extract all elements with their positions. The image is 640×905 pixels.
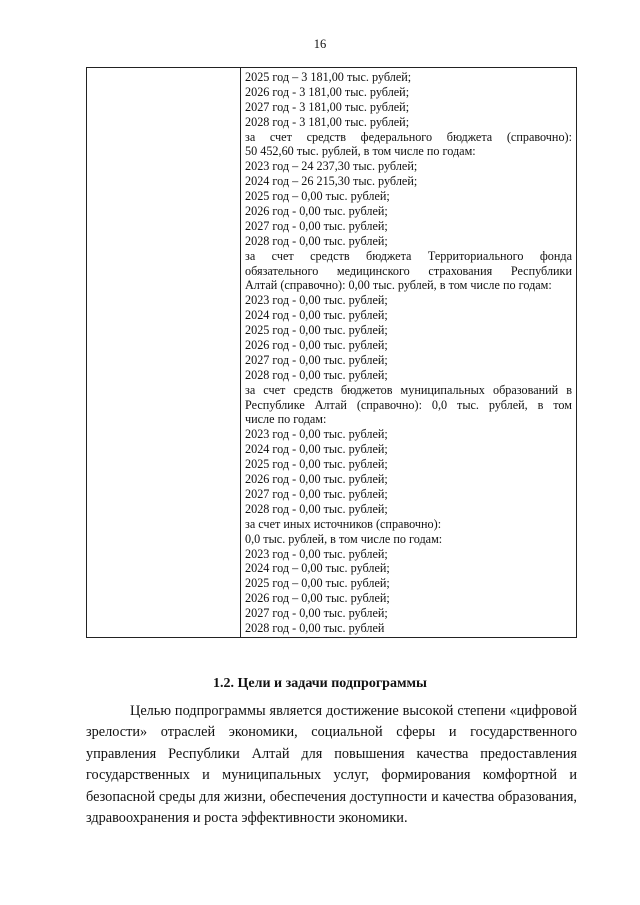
table-line: 50 452,60 тыс. рублей, в том числе по годам: (245, 144, 476, 159)
table-line: за счет средств бюджетов муниципальных образований в (245, 382, 572, 397)
page-number: 16 (313, 37, 327, 51)
table-line: обязательного медицинского страхования Республики (245, 263, 572, 278)
table-line: 2024 год – 0,00 тыс. рублей; (245, 561, 390, 576)
paragraph-line: зрелости» отраслей экономики, социальной сферы и государственного (86, 724, 577, 741)
table-line: 2026 год - 0,00 тыс. рублей; (245, 338, 388, 353)
table-right-cell (241, 68, 576, 637)
paragraph-line: государственных и муниципальных услуг, формирования комфортной и (86, 767, 577, 784)
table-line: 2024 год - 0,00 тыс. рублей; (245, 308, 388, 323)
table-line: 2028 год - 0,00 тыс. рублей (245, 620, 385, 635)
table-line: 2027 год - 0,00 тыс. рублей; (245, 606, 388, 621)
table-line: 2027 год - 0,00 тыс. рублей; (245, 486, 388, 501)
paragraph-line: здравоохранения и роста эффективности экономики. (86, 809, 408, 826)
table-line: 2027 год - 0,00 тыс. рублей; (245, 352, 388, 367)
table-line: 2028 год - 0,00 тыс. рублей; (245, 501, 388, 516)
table-line: 0,0 тыс. рублей, в том числе по годам: (245, 531, 443, 546)
table-line: 2025 год - 0,00 тыс. рублей; (245, 457, 388, 472)
paragraph-line: Целью подпрограммы является достижение высокой степени «цифровой (130, 703, 577, 719)
table-line: 2026 год - 0,00 тыс. рублей; (245, 472, 388, 487)
paragraph-line: безопасной среды для жизни, обеспечения доступности и качества образования, (86, 788, 577, 805)
table-line: 2023 год - 0,00 тыс. рублей; (245, 546, 388, 561)
table-line: за счет средств бюджета Территориального фонда (245, 248, 572, 263)
table-line: числе по годам: (245, 412, 327, 427)
table-line: 2026 год – 0,00 тыс. рублей; (245, 591, 390, 606)
table-line: 2025 год - 0,00 тыс. рублей; (245, 323, 388, 338)
table-line: 2025 год – 0,00 тыс. рублей; (245, 189, 390, 204)
budget-table (86, 67, 577, 638)
table-line: Алтай (справочно): 0,00 тыс. рублей, в том числе по годам: (245, 278, 552, 293)
table-left-cell (87, 68, 241, 637)
table-line: 2024 год - 0,00 тыс. рублей; (245, 442, 388, 457)
paragraph-line: управления Республики Алтай для повышения качества предоставления (86, 745, 577, 762)
table-line: 2026 год - 0,00 тыс. рублей; (245, 204, 388, 219)
table-line: 2028 год - 0,00 тыс. рублей; (245, 233, 388, 248)
table-line: 2023 год - 0,00 тыс. рублей; (245, 293, 388, 308)
table-line: 2027 год - 3 181,00 тыс. рублей; (245, 99, 410, 114)
table-line: 2025 год – 0,00 тыс. рублей; (245, 576, 390, 591)
table-line: 2023 год – 24 237,30 тыс. рублей; (245, 159, 418, 174)
section-heading: 1.2. Цели и задачи подпрограммы (213, 676, 427, 691)
table-line: за счет средств федерального бюджета (справочно): (245, 129, 572, 144)
table-line: 2026 год - 3 181,00 тыс. рублей; (245, 84, 410, 99)
table-line: 2027 год - 0,00 тыс. рублей; (245, 218, 388, 233)
goals-paragraph (86, 701, 577, 829)
table-line: 2028 год - 0,00 тыс. рублей; (245, 367, 388, 382)
table-line: 2023 год - 0,00 тыс. рублей; (245, 427, 388, 442)
table-line: 2024 год – 26 215,30 тыс. рублей; (245, 174, 418, 189)
table-line: 2025 год – 3 181,00 тыс. рублей; (245, 70, 412, 84)
table-line: Республике Алтай (справочно): 0,0 тыс. рублей, в том (245, 397, 572, 412)
table-line: за счет иных источников (справочно): (245, 516, 442, 531)
table-line: 2028 год - 3 181,00 тыс. рублей; (245, 114, 410, 129)
